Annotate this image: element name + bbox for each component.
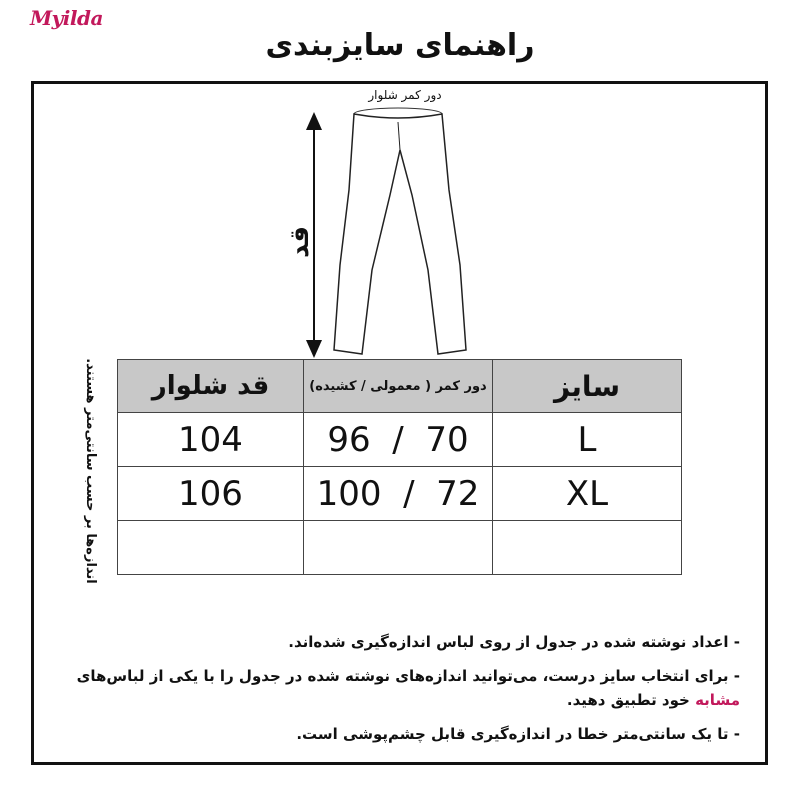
- header-waist: دور کمر ( معمولی / کشیده): [304, 360, 493, 413]
- size-table: [117, 359, 682, 575]
- cell-length: 106: [118, 467, 304, 521]
- height-label: قد: [285, 225, 315, 259]
- table-header-row: [118, 360, 682, 413]
- note-text: خود تطبیق دهید.: [566, 691, 690, 709]
- height-arrow-top: [306, 112, 322, 130]
- height-arrow-bottom: [306, 340, 322, 358]
- cell-waist: [304, 521, 493, 575]
- cell-waist: 96 / 70: [304, 413, 493, 467]
- units-note: اندازه‌ها بر حسب سانتی‌متر هستند.: [83, 358, 98, 584]
- table-row: [118, 521, 682, 575]
- cell-size: [493, 521, 682, 575]
- cell-waist: 100 / 72: [304, 467, 493, 521]
- note-item: - اعداد نوشته شده در جدول از روی لباس اندازه‌گیری شده‌اند.: [288, 633, 740, 651]
- table-row: [118, 413, 682, 467]
- cell-length: [118, 521, 304, 575]
- header-size: سایز: [493, 360, 682, 413]
- note-item: - تا یک سانتی‌متر خطا در اندازه‌گیری قابل چشم‌پوشی است.: [296, 725, 740, 743]
- notes-list: [60, 630, 740, 756]
- brand-logo: Myilda: [30, 6, 103, 30]
- note-text: - برای انتخاب سایز درست، می‌توانید اندازه‌های نوشته شده در جدول را با یکی از لباس‌های: [76, 667, 740, 685]
- page-title: راهنمای سایزبندی: [265, 28, 535, 63]
- header-length: قد شلوار: [118, 360, 304, 413]
- cell-length: 104: [118, 413, 304, 467]
- cell-size: XL: [493, 467, 682, 521]
- cell-size: L: [493, 413, 682, 467]
- table-row: [118, 467, 682, 521]
- waist-label: دور کمر شلوار: [368, 88, 442, 102]
- note-item: [60, 664, 740, 712]
- note-accent-word: مشابه: [695, 691, 740, 709]
